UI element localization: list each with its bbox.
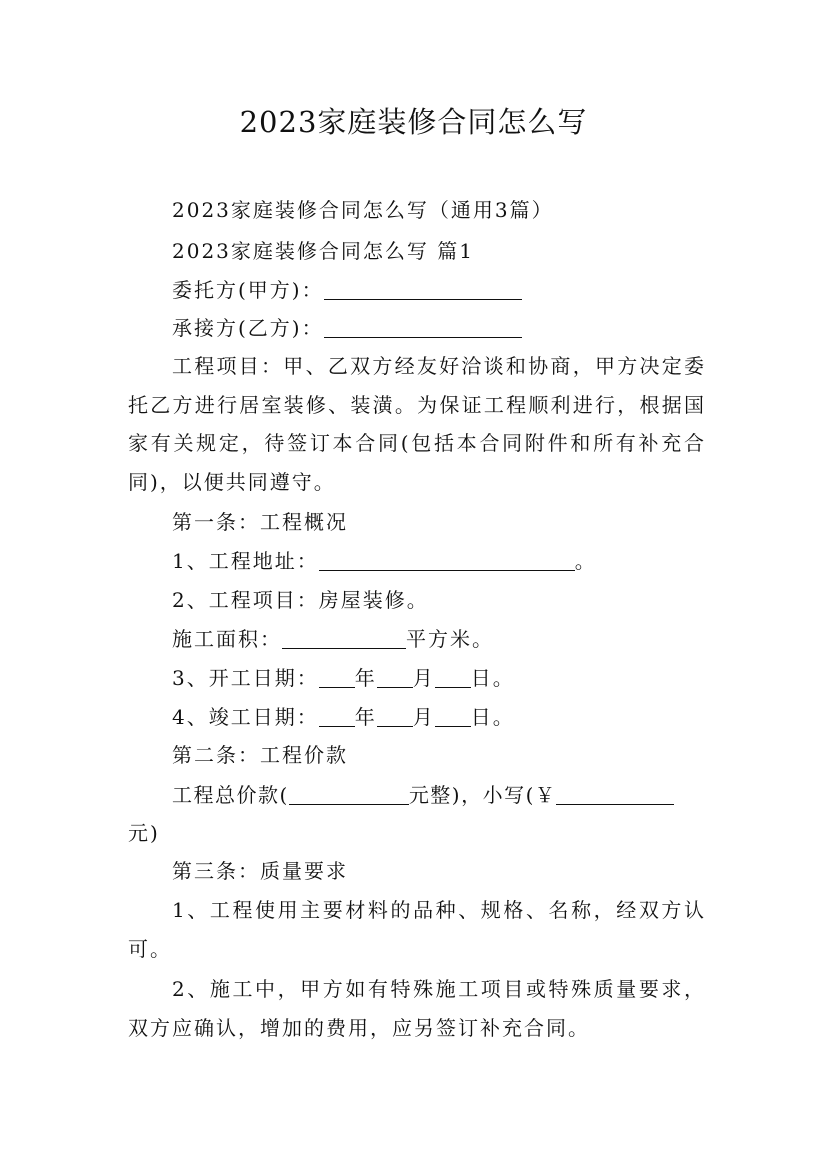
price-end: 元) (128, 821, 160, 845)
area-label: 施工面积： (172, 627, 282, 651)
address-line (172, 542, 597, 580)
end-date-line (172, 698, 515, 736)
start-month-blank (377, 665, 413, 688)
area-unit: 平方米。 (406, 627, 494, 651)
price-words-blank (289, 782, 409, 805)
quality-item-1: 1、工程使用主要材料的品种、规格、名称，经双方认可。 (128, 898, 706, 961)
article-1-heading: 第一条：工程概况 (172, 510, 348, 534)
quality-item-2: 2、施工中，甲方如有特殊施工项目或特殊质量要求，双方应确认，增加的费用，应另签订补充合同。 (128, 977, 706, 1040)
end-month-label: 月 (412, 705, 435, 729)
party-a-line (172, 271, 522, 309)
price-number-blank (556, 782, 674, 805)
project-paragraph: 工程项目：甲、乙双方经友好洽谈和协商，甲方决定委托乙方进行居室装修、装潢。为保证工程顺利进行，根据国家有关规定，待签订本合同(包括本合同附件和所有补充合同)，以便共同遵守。 (128, 354, 706, 494)
area-blank (282, 626, 406, 649)
document-subtitle: 2023家庭装修合同怎么写（通用3篇） (172, 198, 554, 222)
chapter-heading: 2023家庭装修合同怎么写 篇1 (172, 239, 474, 263)
document-title: 2023家庭装修合同怎么写 (239, 105, 588, 139)
end-day-blank (435, 704, 471, 727)
project-item-line: 2、工程项目：房屋装修。 (172, 588, 429, 612)
start-day-label: 日。 (470, 666, 515, 690)
start-date-line (172, 659, 515, 697)
article-2-heading: 第二条：工程价款 (172, 743, 348, 767)
start-date-label: 3、开工日期： (172, 666, 319, 690)
end-date-label: 4、竣工日期： (172, 705, 319, 729)
party-a-blank (324, 277, 522, 300)
start-day-blank (435, 665, 471, 688)
start-year-label: 年 (354, 666, 377, 690)
end-year-blank (319, 704, 355, 727)
end-year-label: 年 (354, 705, 377, 729)
party-b-label: 承接方(乙方)： (172, 316, 324, 340)
party-b-line (172, 309, 522, 347)
address-label: 1、工程地址： (172, 549, 319, 573)
start-year-blank (319, 665, 355, 688)
end-day-label: 日。 (470, 705, 515, 729)
start-month-label: 月 (412, 666, 435, 690)
party-a-label: 委托方(甲方)： (172, 278, 324, 302)
address-end: 。 (574, 549, 597, 573)
price-label: 工程总价款( (172, 783, 289, 807)
party-b-blank (324, 315, 522, 338)
end-month-blank (377, 704, 413, 727)
area-line (172, 620, 494, 658)
price-line (172, 776, 674, 814)
address-blank (319, 548, 575, 571)
article-3-heading: 第三条：质量要求 (172, 859, 348, 883)
price-mid: 元整)，小写(￥ (408, 783, 557, 807)
